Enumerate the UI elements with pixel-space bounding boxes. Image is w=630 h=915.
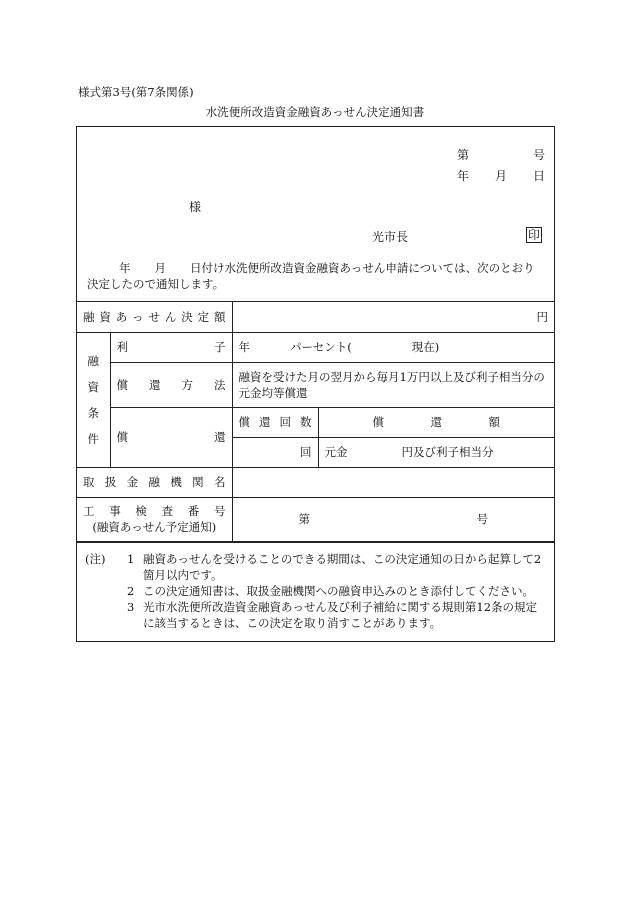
form-header — [77, 127, 554, 302]
amount-row — [77, 302, 554, 332]
conditions-label: 融 資 条 件 — [77, 332, 110, 467]
bank-value — [232, 467, 554, 497]
repayment-label: 償還 — [116, 430, 226, 444]
seal-mark: 印 — [528, 228, 541, 242]
interest-row — [77, 332, 554, 362]
repayment-count-unit: 回 — [232, 437, 318, 467]
note-item: (注) 1 融資あっせんを受けることのできる期間は、この決定通知の日から起算して2箇月以内です。 — [85, 551, 542, 582]
inspection-row — [77, 497, 554, 541]
amount-label: 融資あっせん決定額 — [83, 309, 226, 324]
repayment-amount-label: 償還額 — [372, 415, 501, 429]
repayment-method-label: 償還方法 — [116, 377, 226, 392]
doc-number-suffix: 号 — [533, 148, 546, 162]
notification-form — [76, 126, 555, 642]
repayment-amount-value: 元金 円及び利子相当分 — [318, 437, 554, 467]
intro-text — [87, 260, 544, 292]
amount-unit: 円 — [232, 302, 554, 332]
issuer-name: 光市長 — [372, 230, 409, 244]
notes-lead: (注) — [85, 551, 106, 566]
repayment-header-row — [77, 407, 554, 437]
doc-number-prefix: 第 — [457, 148, 470, 162]
interest-value: 年 パーセント( 現在) — [232, 332, 554, 362]
repayment-method-row — [77, 362, 554, 407]
intro-month: 月 — [154, 261, 166, 275]
form-number: 様式第3号(第7条関係) — [78, 85, 194, 99]
bank-row — [77, 467, 554, 497]
date-year: 年 — [457, 169, 470, 183]
bank-label: 取扱金融機関名 — [83, 475, 226, 489]
interest-label: 利子 — [116, 340, 226, 354]
inspection-label: 工事検査番号 — [83, 504, 226, 518]
repayment-method-value: 融資を受けた月の翌月から毎月1万円以上及び利子相当分の元金均等償還 — [232, 362, 554, 407]
date-month: 月 — [495, 169, 508, 183]
repayment-count-label: 償還回数 — [238, 415, 312, 429]
note-item: 3 光市水洗便所改造資金融資あっせん及び利子補給に関する規則第12条の規定に該当するときは、この決定を取り消すことがあります。 — [127, 599, 538, 630]
addressee-suffix: 様 — [189, 200, 202, 214]
document-title: 水洗便所改造資金融資あっせん決定通知書 — [205, 105, 425, 119]
note-item: 2 この決定通知書は、取扱金融機関への融資申込みのとき添付してください。 — [127, 583, 534, 598]
inspection-value: 第 号 — [232, 497, 554, 541]
intro-body: 日付け水洗便所改造資金融資あっせん申請については、次のとおり決定したので通知します。 — [87, 261, 535, 291]
details-table — [77, 302, 554, 542]
notes-section — [77, 542, 554, 641]
date-day: 日 — [533, 169, 546, 183]
intro-year: 年 — [119, 261, 131, 275]
inspection-sub-label: (融資あっせん予定通知) — [92, 520, 217, 534]
